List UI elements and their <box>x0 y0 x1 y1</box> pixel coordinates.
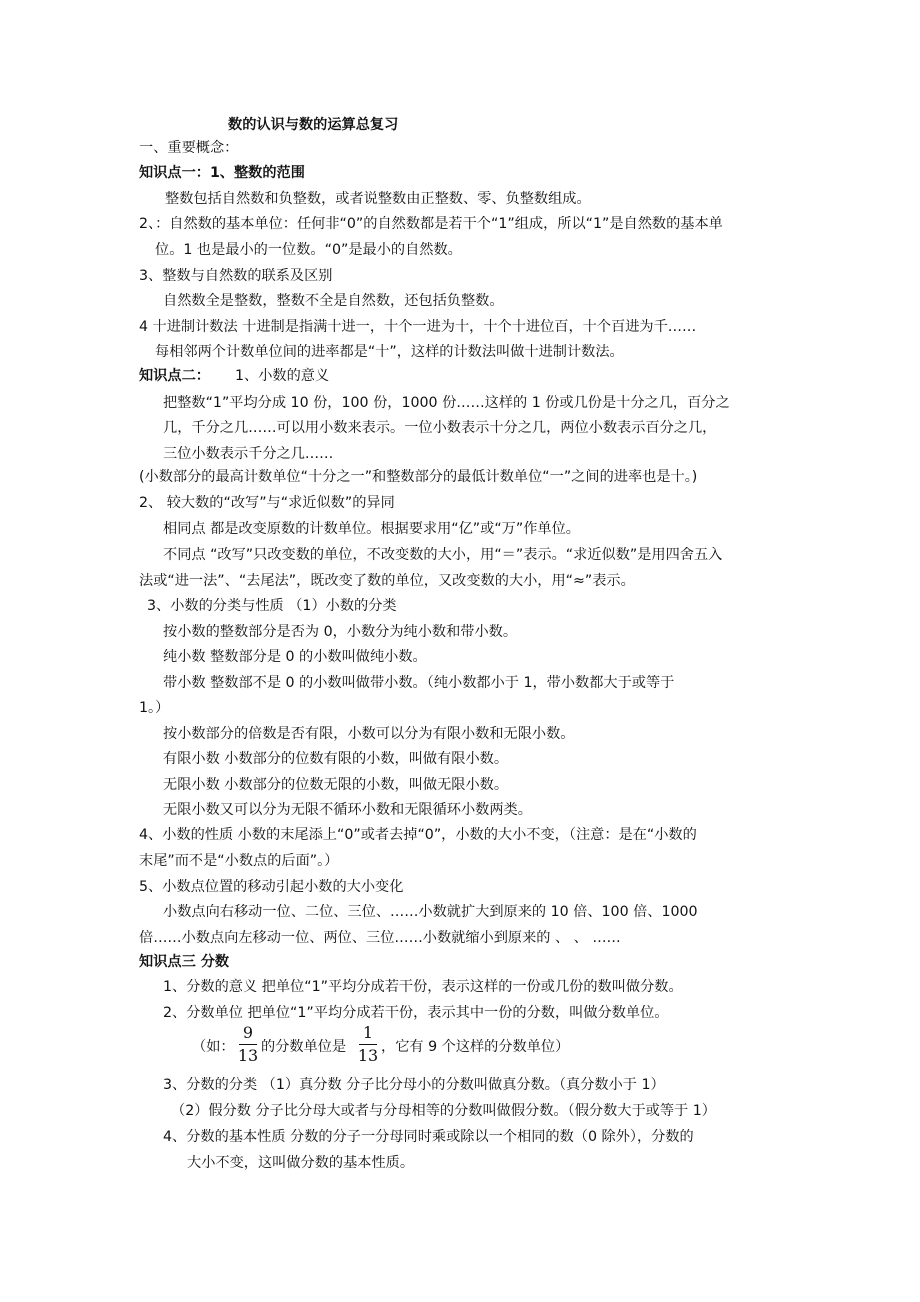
text-line: 不同点 “改写”只改变数的单位，不改变数的大小，用“＝”表示。“求近似数”是用四舍五入 <box>163 547 723 563</box>
text-line: 三位小数表示千分之几…… <box>163 446 334 462</box>
text-line: 按小数的整数部分是否为 0，小数分为纯小数和带小数。 <box>163 624 518 640</box>
text-line: 倍……小数点向左移动一位、两位、三位……小数就缩小到原来的 、 、 …… <box>139 930 621 946</box>
text-line: 按小数部分的倍数是否有限，小数可以分为有限小数和无限小数。 <box>163 726 575 742</box>
text-line: 带小数 整数部不是 0 的小数叫做带小数。（纯小数都小于 1，带小数都大于或等于 <box>163 675 675 691</box>
fraction-1-13 <box>357 1024 379 1065</box>
fraction-bar <box>359 1044 377 1045</box>
knowledge-point-heading: 知识点二： <box>139 368 210 384</box>
text-line: 3、整数与自然数的联系及区别 <box>139 268 333 284</box>
fraction-bar <box>239 1044 257 1045</box>
section-heading: 一、重要概念： <box>139 140 239 156</box>
example-prefix: （如： <box>192 1039 235 1055</box>
text-line: 2、：自然数的基本单位：任何非“0”的自然数都是若干个“1”组成，所以“1”是自然数的基本单 <box>139 216 723 232</box>
text-line: 2、 较大数的“改写”与“求近似数”的异同 <box>139 495 395 511</box>
text-line: 无限小数 小数部分的位数无限的小数，叫做无限小数。 <box>163 777 509 793</box>
text-line: 1、小数的意义 <box>235 368 330 384</box>
fraction-denominator: 13 <box>237 1046 259 1065</box>
fraction-numerator: 1 <box>362 1023 374 1042</box>
text-line: 把整数“1”平均分成 10 份，100 份，1000 份……这样的 1 份或几份是十分之几，百分之 <box>163 395 730 411</box>
text-line: 有限小数 小数部分的位数有限的小数，叫做有限小数。 <box>163 751 509 767</box>
text-line: 自然数全是整数，整数不全是自然数，还包括负整数。 <box>163 293 504 309</box>
text-line: 每相邻两个计数单位间的进率都是“十”，这样的计数法叫做十进制计数法。 <box>155 344 624 360</box>
text-line: 3、小数的分类与性质 （1）小数的分类 <box>147 598 397 614</box>
text-line: 小数点向右移动一位、二位、三位、……小数就扩大到原来的 10 倍、100 倍、1000 <box>163 904 698 920</box>
example-suffix: ，它有 9 个这样的分数单位） <box>381 1039 570 1055</box>
text-line: 4 十进制计数法 十进制是指满十进一，十个一进为十，十个十进位百，十个百进为千…… <box>139 319 697 335</box>
text-line: （2）假分数 分子比分母大或者与分母相等的分数叫做假分数。（假分数大于或等于 1） <box>171 1103 716 1119</box>
knowledge-point-heading: 知识点三 分数 <box>139 954 230 970</box>
text-line: 5、小数点位置的移动引起小数的大小变化 <box>139 879 404 895</box>
text-line: 4、分数的基本性质 分数的分子一分母同时乘或除以一个相同的数（0 除外），分数的 <box>163 1129 694 1145</box>
text-line: (小数部分的最高计数单位“十分之一”和整数部分的最低计数单位“一”之间的进率也是十。) <box>139 469 698 485</box>
text-line: 1。） <box>139 700 170 716</box>
document-title: 数的认识与数的运算总复习 <box>228 117 399 133</box>
text-line: 2、分数单位 把单位“1”平均分成若干份，表示其中一份的分数，叫做分数单位。 <box>163 1005 669 1021</box>
text-line: 末尾”而不是“小数点的后面”。） <box>139 853 339 869</box>
text-line: 纯小数 整数部分是 0 的小数叫做纯小数。 <box>163 649 427 665</box>
text-line: 法或“进一法”、“去尾法”，既改变了数的单位，又改变数的大小，用“≈”表示。 <box>139 573 635 589</box>
example-middle: 的分数单位是 <box>261 1039 347 1055</box>
text-line: 1、分数的意义 把单位“1”平均分成若干份，表示这样的一份或几份的数叫做分数。 <box>163 979 683 995</box>
text-line: 几，千分之几……可以用小数来表示。一位小数表示十分之几，两位小数表示百分之几， <box>163 420 717 436</box>
fraction-9-13 <box>237 1024 259 1065</box>
text-line: 无限小数又可以分为无限不循环小数和无限循环小数两类。 <box>163 802 532 818</box>
text-line: 整数包括自然数和负整数，或者说整数由正整数、零、负整数组成。 <box>165 191 591 207</box>
knowledge-point-heading: 知识点一：1、整数的范围 <box>139 165 305 181</box>
text-line: 相同点 都是改变原数的计数单位。根据要求用“亿”或“万”作单位。 <box>163 521 580 537</box>
text-line: 位。1 也是最小的一位数。“0”是最小的自然数。 <box>155 242 462 258</box>
text-line: 3、分数的分类 （1）真分数 分子比分母小的分数叫做真分数。（真分数小于 1） <box>163 1077 665 1093</box>
fraction-denominator: 13 <box>357 1046 379 1065</box>
fraction-numerator: 9 <box>242 1023 254 1042</box>
text-line: 4、小数的性质 小数的末尾添上“0”或者去掉“0”，小数的大小不变，（注意：是在“小数的 <box>139 827 697 843</box>
text-line: 大小不变，这叫做分数的基本性质。 <box>187 1155 415 1171</box>
